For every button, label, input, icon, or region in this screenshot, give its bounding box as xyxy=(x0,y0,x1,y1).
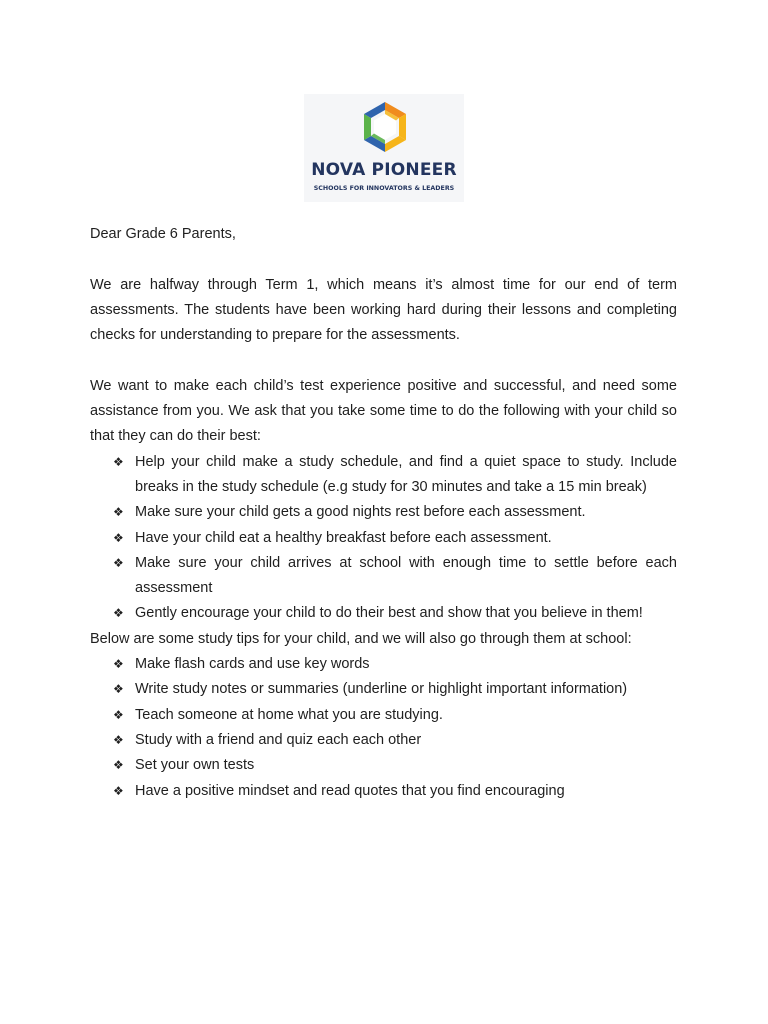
list-item: ❖ Teach someone at home what you are studying. xyxy=(135,703,677,728)
letter-body xyxy=(90,222,677,804)
list-item: ❖ Write study notes or summaries (underline or highlight important information) xyxy=(135,677,677,702)
list-item: ❖ Help your child make a study schedule, and find a quiet space to study. Include breaks in the study schedule (e.g study for 30 minutes and take a 15 min break) xyxy=(135,450,677,501)
list-item: ❖ Have a positive mindset and read quotes that you find encouraging xyxy=(135,779,677,804)
school-logo xyxy=(304,94,464,202)
parent-task-list xyxy=(90,450,677,627)
logo-name: NOVA PIONEER xyxy=(311,160,457,180)
study-tip-list xyxy=(90,652,677,804)
list-item: ❖ Set your own tests xyxy=(135,753,677,778)
hexagon-logo-icon xyxy=(359,100,411,156)
paragraph-assistance: We want to make each child’s test experience positive and successful, and need some assistance from you. We ask that you take some time to do the following with your child so that they can do their best: xyxy=(90,377,677,445)
list-item: ❖ Make sure your child gets a good nights rest before each assessment. xyxy=(135,500,677,525)
paragraph-study-tips: Below are some study tips for your child, and we will also go through them at school: xyxy=(90,630,632,647)
greeting: Dear Grade 6 Parents, xyxy=(90,226,236,242)
logo-tagline: SCHOOLS FOR INNOVATORS & LEADERS xyxy=(313,185,455,192)
paragraph-term-assessments: We are halfway through Term 1, which means it’s almost time for our end of term assessments. The students have been working hard during their lessons and completing checks for understanding to prepare for the assessments. xyxy=(90,276,677,344)
list-item: ❖ Have your child eat a healthy breakfast before each assessment. xyxy=(135,526,677,551)
list-item: ❖ Study with a friend and quiz each each other xyxy=(135,728,677,753)
list-item: ❖ Make flash cards and use key words xyxy=(135,652,677,677)
list-item: ❖ Make sure your child arrives at school with enough time to settle before each assessment xyxy=(135,551,677,602)
list-item: ❖ Gently encourage your child to do their best and show that you believe in them! xyxy=(135,601,677,626)
